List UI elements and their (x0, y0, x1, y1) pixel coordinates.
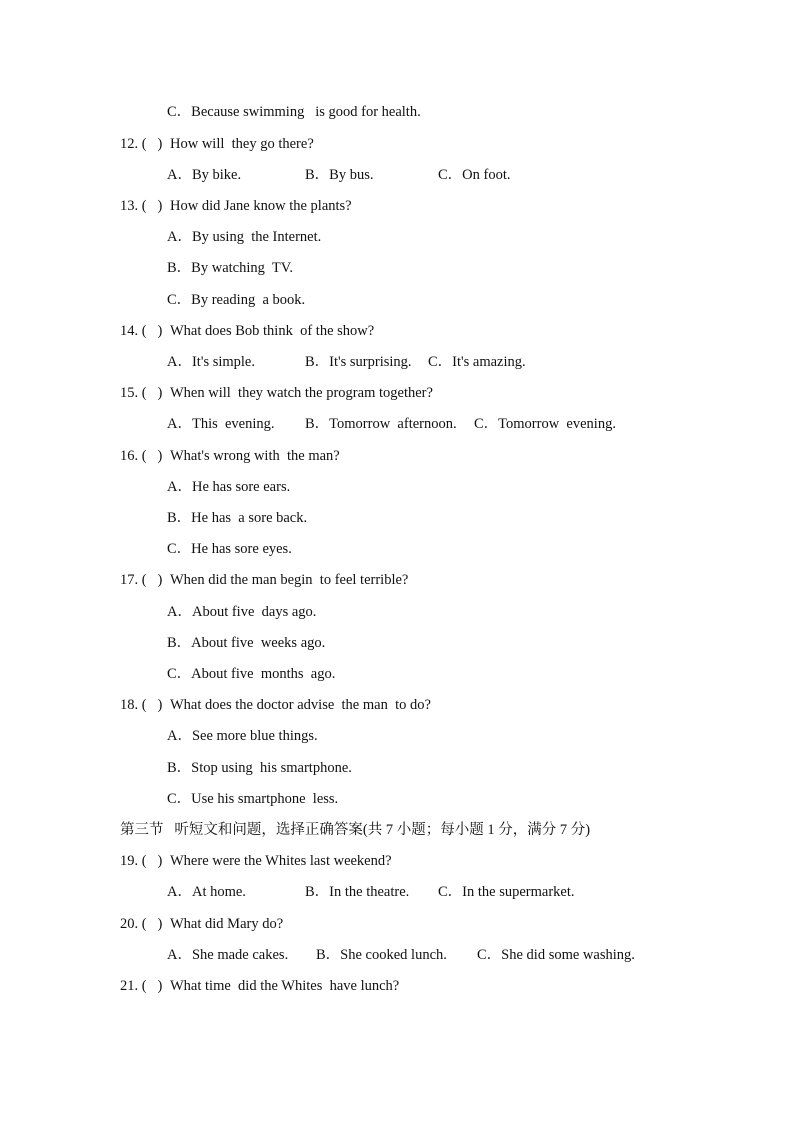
question-number: 17. ( ) (120, 572, 163, 588)
question-number: 14. ( ) (120, 323, 163, 339)
question-19 (120, 851, 392, 871)
option-20-a: A．She made cakes. (167, 947, 289, 963)
option-11-c: C．Because swimming is good for health. (167, 104, 421, 120)
question-text: What did Mary do? (170, 916, 284, 932)
question-number: 19. ( ) (120, 853, 163, 869)
option-14-a: A．It's simple. (167, 354, 255, 370)
question-text: What does Bob think of the show? (170, 323, 375, 339)
question-text: How did Jane know the plants? (170, 198, 352, 214)
option-16-b: B．He has a sore back. (167, 510, 308, 526)
option-18-b: B．Stop using his smartphone. (167, 760, 352, 776)
question-number: 18. ( ) (120, 697, 163, 713)
question-number: 13. ( ) (120, 198, 163, 214)
option-13-b: B．By watching TV. (167, 260, 293, 276)
question-number: 15. ( ) (120, 385, 163, 401)
option-15-c: C．Tomorrow evening. (474, 416, 616, 432)
option-12-c: C．On foot. (438, 167, 511, 183)
question-21 (120, 976, 399, 996)
question-number: 16. ( ) (120, 448, 163, 464)
question-text: What's wrong with the man? (170, 448, 340, 464)
question-13 (120, 196, 352, 216)
option-20-c: C．She did some washing. (477, 947, 635, 963)
option-19-b: B．In the theatre. (305, 884, 410, 900)
question-number: 21. ( ) (120, 978, 163, 994)
question-15 (120, 383, 433, 403)
question-text: What time did the Whites have lunch? (170, 978, 400, 994)
option-16-a: A．He has sore ears. (167, 479, 291, 495)
option-18-a: A．See more blue things. (167, 728, 318, 744)
option-18-c: C．Use his smartphone less. (167, 791, 339, 807)
option-20-b: B．She cooked lunch. (316, 947, 447, 963)
option-19-c: C．In the supermarket. (438, 884, 575, 900)
option-16-c: C．He has sore eyes. (167, 541, 292, 557)
question-18 (120, 695, 431, 715)
question-text: How will they go there? (170, 136, 314, 152)
option-12-b: B．By bus. (305, 167, 374, 183)
option-19-a: A．At home. (167, 884, 246, 900)
question-number: 12. ( ) (120, 136, 163, 152)
option-13-c: C．By reading a book. (167, 292, 306, 308)
question-text: What does the doctor advise the man to do? (170, 697, 431, 713)
question-text: When did the man begin to feel terrible? (170, 572, 409, 588)
question-text: Where were the Whites last weekend? (170, 853, 392, 869)
option-15-a: A．This evening. (167, 416, 275, 432)
question-14 (120, 321, 374, 341)
question-12 (120, 134, 314, 154)
option-12-a: A．By bike. (167, 167, 242, 183)
option-15-b: B．Tomorrow afternoon. (305, 416, 457, 432)
option-13-a: A．By using the Internet. (167, 229, 322, 245)
question-text: When will they watch the program together? (170, 385, 433, 401)
question-20 (120, 914, 283, 934)
section-heading: 第三节 听短文和问题，选择正确答案(共 7 小题；每小题 1 分，满分 7 分) (120, 822, 591, 838)
option-17-b: B．About five weeks ago. (167, 635, 326, 651)
option-17-c: C．About five months ago. (167, 666, 336, 682)
question-17 (120, 570, 408, 590)
question-16 (120, 446, 340, 466)
option-14-b: B．It's surprising. (305, 354, 412, 370)
question-number: 20. ( ) (120, 916, 163, 932)
option-17-a: A．About five days ago. (167, 604, 317, 620)
option-14-c: C．It's amazing. (428, 354, 526, 370)
